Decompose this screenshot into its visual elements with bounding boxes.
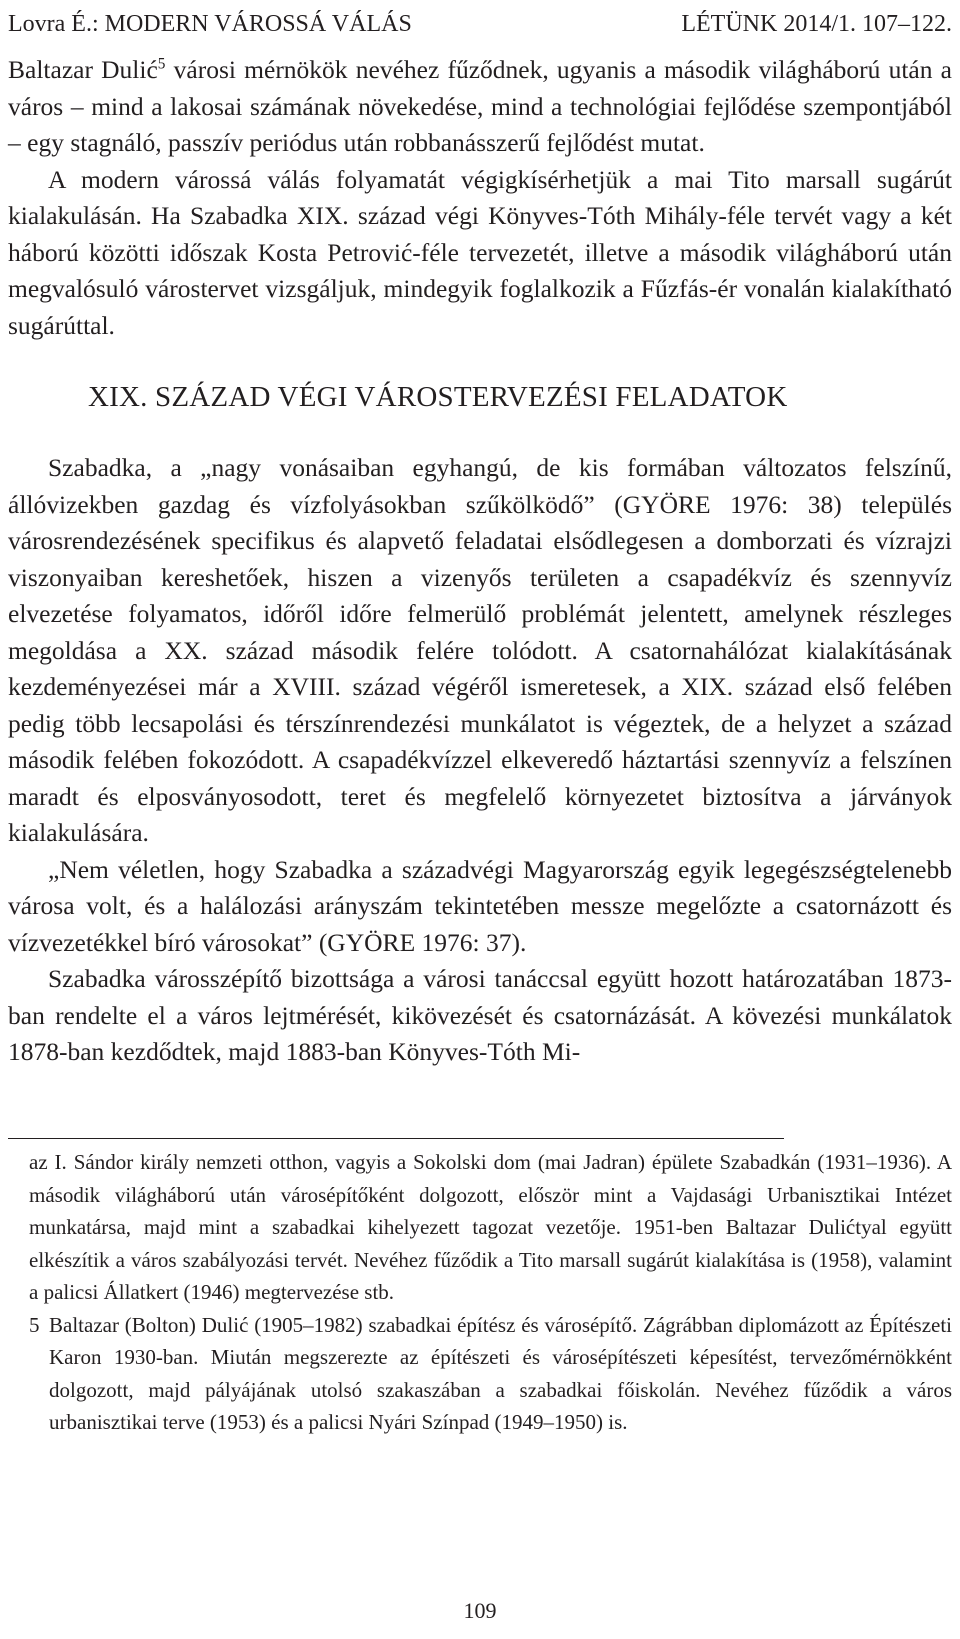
footnote-5-number: 5 <box>29 1312 40 1337</box>
paragraph-1 <box>8 52 952 162</box>
footnote-separator <box>8 1138 784 1139</box>
header-journal-citation: LÉTÜNK 2014/1. 107–122. <box>681 11 952 37</box>
footnotes <box>29 1146 952 1439</box>
running-header <box>8 6 952 42</box>
page-number: 109 <box>463 1598 497 1623</box>
paragraph-1-start: Baltazar Dulić <box>8 55 158 84</box>
paragraph-3: Szabadka, a „nagy vonásaiban egyhangú, de kis formában változatos felszínű, állóvizekben gazdag és vízfolyásokban szűkölködő” (GYÖRE 1976: 38) település városrendezésének specifikus és alapvető feladatai elsődlegesen a domborzati és vízrajzi viszonyaiban kereshetőek, hiszen a vizenyős területen a csapadékvíz és szennyvíz elvezetése folyamatos, időről időre felmerülő problémát jelentett, amelynek részleges megoldása a XX. század második felére tolódott. A csatornahálózat kialakításának kezdeményezései már a XVIII. század végéről ismeretesek, a XIX. század első felében pedig több lecsapolási és térszínrendezési munkálatot is végeztek, de a helyzet a század második felében fokozódott. A csapadékvízzel elkeveredő háztartási szennyvíz a felszínen maradt és elposványosodott, teret és megfelelő környezetet biztosítva a járványok kialakulására. <box>8 453 952 847</box>
paragraph-5: Szabadka városszépítő bizottsága a városi tanáccsal együtt hozott határozatában 1873-ban rendelte el a város lejtmérését, kikövezését és csatornázását. A kövezési munkálatok 1878-ban kezdődtek, majd 1883-ban Könyves-Tóth Mi- <box>8 964 952 1066</box>
footnote-5 <box>29 1309 952 1439</box>
header-author-title: Lovra É.: MODERN VÁROSSÁ VÁLÁS <box>8 11 412 37</box>
main-text <box>8 52 952 1071</box>
footnote-continued: az I. Sándor király nemzeti otthon, vagyis a Sokolski dom (mai Jadran) épülete Szabadkán (1931–1936). A második világháború után városépítőként dolgozott, először mint a Vajdasági Urbanisztikai Intézet munkatársa, majd mint a szabadkai kihelyezett tagozat vezetője. 1951-ben Baltazar Dulićtyal együtt elkészítik a város szabályozási tervét. Nevéhez fűződik a Tito marsall sugárút kialakítása is (1958), valamint a palicsi Állatkert (1946) megtervezése stb. <box>29 1150 952 1304</box>
paragraph-4: „Nem véletlen, hogy Szabadka a századvégi Magyarország egyik legegészségtelenebb városa volt, és a halálozási arányszám tekintetében messze megelőzte a csatornázott és vízvezetékkel bíró városokat” (GYÖRE 1976: 37). <box>8 854 952 957</box>
paragraph-1-rest: városi mérnökök nevéhez fűződnek, ugyanis a második világháború után a város – mind a lakosai számának növekedése, mind a technológiai fejlődése szempontjából – egy stagnáló, passzív periódus után robbanásszerű fejlődést mutat. <box>8 55 952 157</box>
footnote-ref-5: 5 <box>157 55 166 73</box>
section-heading: XIX. SZÁZAD VÉGI VÁROSTERVEZÉSI FELADATOK <box>88 381 788 413</box>
footnote-5-text: Baltazar (Bolton) Dulić (1905–1982) szabadkai építész és városépítő. Zágrábban diplomázott az Építészeti Karon 1930-ban. Miután megszerezte az építészeti és városépítészeti képesítést, tervezőmérnökként dolgozott, majd pályájának utolsó szakaszában a szabadkai főiskolán. Nevéhez fűződik a város urbanisztikai terve (1953) és a palicsi Nyári Színpad (1949–1950) is. <box>49 1312 952 1434</box>
paragraph-2: A modern várossá válás folyamatát végigkísérhetjük a mai Tito marsall sugárút kialakulásán. Ha Szabadka XIX. század végi Könyves-Tóth Mihály-féle tervét vagy a két háború közötti időszak Kosta Petrović-féle tervezetét, illetve a második világháború után megvalósuló várostervet vizsgáljuk, mindegyik foglalkozik a Fűzfás-ér vonalán kialakítható sugárúttal. <box>8 164 952 340</box>
